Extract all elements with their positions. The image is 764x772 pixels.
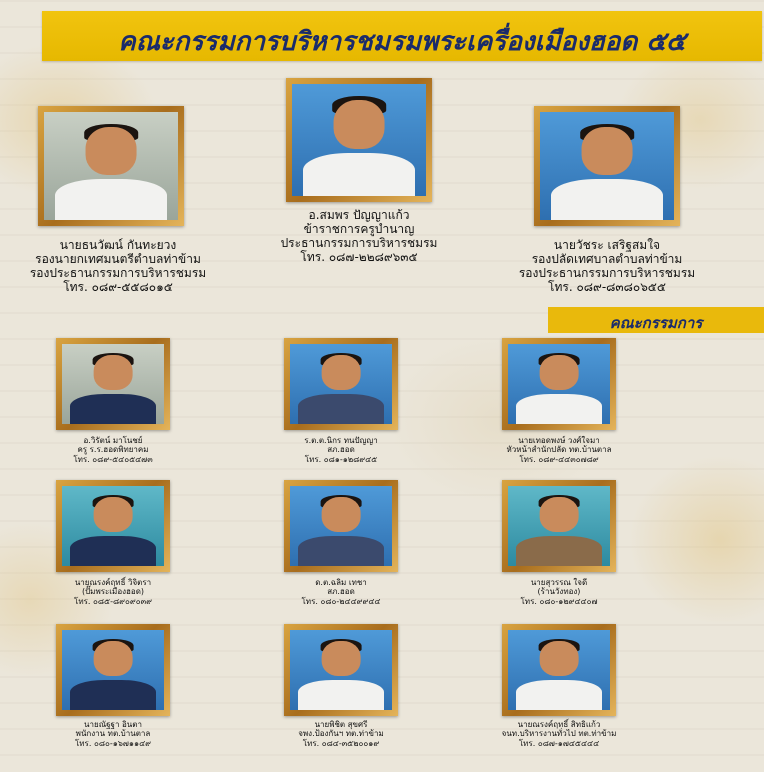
executive-photo-frame [38, 106, 184, 226]
member-caption: อ.วิรัตน์ มาโนชย์ ครู ร.ร.ฮอดพิทยาคม โทร. ๐๘๙-๕๔๐๕๔๗๓ [73, 436, 153, 464]
member-photo-frame [502, 480, 616, 572]
member-portrait [508, 486, 610, 566]
member-caption: นายณรงค์ฤทธิ์ สิทธิแก้ว จนท.บริหารงานทั่วไป ทต.ท่าข้าม โทร. ๐๘๗-๑๗๔๕๔๔๔ [501, 720, 617, 748]
member-caption: ร.ต.ต.นิกร ทนปัญญา สภ.ฮอด โทร. ๐๘๑-๑๒๘๙๔๕ [304, 436, 378, 464]
member-portrait [508, 630, 610, 710]
member-caption: นายพิชิต สุขศรี จพง.ป้องกันฯ ทต.ท่าข้าม โทร. ๐๘๔-๓๕๒๐๐๑๙ [298, 720, 384, 748]
member-photo-frame [284, 624, 398, 716]
committee-heading: คณะกรรมการ [609, 314, 703, 332]
member-portrait [290, 344, 392, 424]
member-photo-frame [56, 338, 170, 430]
committee-banner [548, 307, 764, 333]
title-banner [42, 11, 762, 61]
member-caption: นายณัฐฐา อินตา พนักงาน ทต.บ้านตาล โทร. ๐๘๐-๑๖๗๑๑๔๙ [74, 720, 152, 748]
member-caption: นายสุวรรณ ใจดี (ร้านวังทอง) โทร. ๐๘๐-๑๒๙๔๔๐๗ [520, 578, 598, 606]
member-photo-frame [502, 624, 616, 716]
executive-caption: นายวัชระ เสริฐสมใจ รองปลัดเทศบาลตำบลท่าข้าม รองประธานกรรมการบริหารชมรม โทร. ๐๘๙-๘๓๘๐๖๕๕ [518, 238, 696, 295]
member-portrait [290, 630, 392, 710]
executive-portrait [292, 84, 426, 196]
member-photo-frame [284, 480, 398, 572]
member-photo-frame [56, 480, 170, 572]
executive-caption: อ.สมพร ปัญญาแก้ว ข้าราชการครูบำนาญ ประธานกรรมการบริหารชมรม โทร. ๐๘๗-๒๒๘๙๖๓๕ [280, 208, 438, 265]
member-photo-frame [56, 624, 170, 716]
executive-portrait [540, 112, 674, 220]
member-photo-frame [284, 338, 398, 430]
executive-photo-frame [534, 106, 680, 226]
member-caption: นายณรงค์ฤทธิ์ วิจิตรา (ปั๊มพระเมืองฮอด) โทร. ๐๘๕-๘๙๐๙๐๓๙ [74, 578, 152, 606]
member-portrait [62, 486, 164, 566]
member-portrait [508, 344, 610, 424]
member-caption: นายเทอดพงษ์ วงศ์ใจมา หัวหน้าสำนักปลัด ทต.บ้านตาล โทร. ๐๘๙-๔๔๓๐๗๘๙ [506, 436, 612, 464]
member-portrait [290, 486, 392, 566]
member-portrait [62, 344, 164, 424]
executive-portrait [44, 112, 178, 220]
executive-photo-frame [286, 78, 432, 202]
page-title: คณะกรรมการบริหารชมรมพระเครื่องเมืองฮอด ๕๕ [118, 27, 686, 57]
executive-caption: นายธนวัฒน์ กันทะยวง รองนายกเทศมนตรีตำบลท่าข้าม รองประธานกรรมการบริหารชมรม โทร. ๐๘๙-๕๕๘๐๑๕ [29, 238, 207, 295]
member-portrait [62, 630, 164, 710]
member-caption: ด.ต.ฉลิม เทชา สภ.ฮอด โทร. ๐๘๐-๒๔๔๙๙๔๔ [301, 578, 381, 606]
member-photo-frame [502, 338, 616, 430]
